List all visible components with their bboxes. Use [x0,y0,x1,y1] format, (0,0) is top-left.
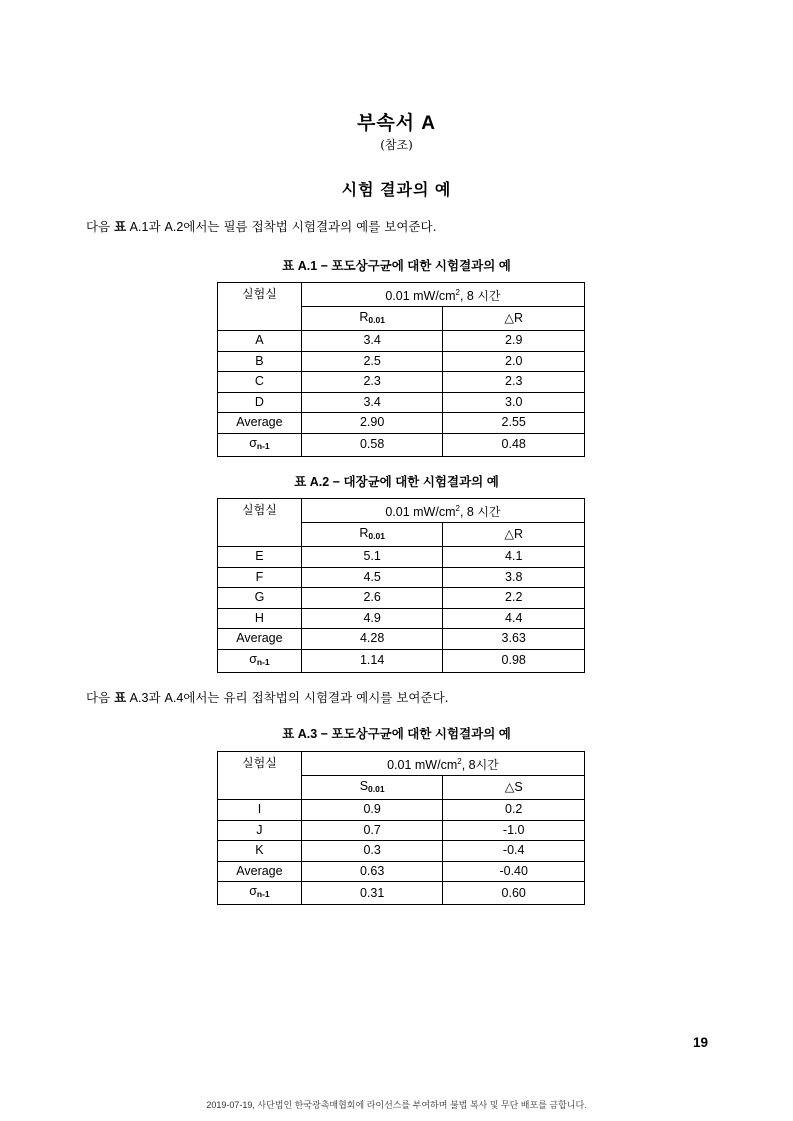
table-a2-col-a: R0.01 [301,523,443,547]
table-row: F 4.5 3.8 [218,567,585,588]
table-a1-lab-header: 실험실 [218,283,302,331]
annex-subtitle: (참조) [380,138,413,152]
intro-paragraph-2 [86,688,449,706]
table-a2 [217,498,585,673]
page-number: 19 [693,1035,709,1050]
table-a3-caption: 표 A.3 − 포도상구균에 대한 시험결과의 예 [282,727,511,741]
table-row: A 3.4 2.9 [218,331,585,352]
intro-1-and: 과 [148,219,165,234]
table-a3-lab-header: 실험실 [218,752,302,800]
table-a1-col-a: R0.01 [301,307,443,331]
intro-1-ref-a: A.1 [126,220,149,234]
table-row: J 0.7 -1.0 [218,820,585,841]
intro-1-ref-b: A.2 [164,220,184,234]
table-a3-col-b: △S [443,776,585,800]
table-row: C 2.3 2.3 [218,372,585,393]
table-row: Average 2.90 2.55 [218,413,585,434]
intro-2-and: 과 [148,690,165,705]
table-a1-col-b: △R [443,307,585,331]
section-title: 시험 결과의 예 [341,182,452,199]
table-a1-condition: 0.01 $mW/cm^2$, 8 시간 [301,283,584,307]
table-a3 [217,751,585,905]
table-a2-caption: 표 A.2 − 대장균에 대한 시험결과의 예 [294,475,499,489]
table-row: I 0.9 0.2 [218,800,585,821]
intro-paragraph-1 [86,217,437,235]
intro-2-post: 에서는 유리 접착법의 시험결과 예시를 보여준다. [183,690,449,705]
table-a3-condition: 0.01 $mW/cm^2$, 8시간 [301,752,584,776]
table-row: B 2.5 2.0 [218,351,585,372]
intro-1-pre: 다음 [86,219,115,234]
intro-2-ref-a: A.3 [126,691,149,705]
intro-1-post: 에서는 필름 접착법 시험결과의 예를 보여준다. [183,219,437,234]
intro-2-pre: 다음 [86,690,115,705]
table-a1-caption: 표 A.1 − 포도상구균에 대한 시험결과의 예 [282,259,511,273]
table-row: Average 0.63 -0.40 [218,861,585,882]
table-a1 [217,282,585,457]
license-footer: 2019-07-19, 사단법인 한국광촉매협회에 라이선스를 부여하며 불법 복사 및 무단 배포를 금합니다. [206,1100,587,1110]
table-row: E 5.1 4.1 [218,547,585,568]
table-row: H 4.9 4.4 [218,608,585,629]
table-row-sigma: σn-1 0.58 0.48 [218,433,585,456]
intro-1-bold: 표 [114,219,127,234]
table-row: K 0.3 -0.4 [218,841,585,862]
table-row-sigma: σn-1 1.14 0.98 [218,649,585,672]
table-row: G 2.6 2.2 [218,588,585,609]
table-a2-lab-header: 실험실 [218,499,302,547]
table-a3-col-a: S0.01 [301,776,443,800]
table-row: Average 4.28 3.63 [218,629,585,650]
intro-2-bold: 표 [114,690,127,705]
table-row: D 3.4 3.0 [218,392,585,413]
intro-2-ref-b: A.4 [164,691,184,705]
table-row-sigma: σn-1 0.31 0.60 [218,882,585,905]
annex-title: 부속서 A [356,113,437,134]
table-a2-condition: 0.01 $mW/cm^2$, 8 시간 [301,499,584,523]
table-a2-col-b: △R [443,523,585,547]
